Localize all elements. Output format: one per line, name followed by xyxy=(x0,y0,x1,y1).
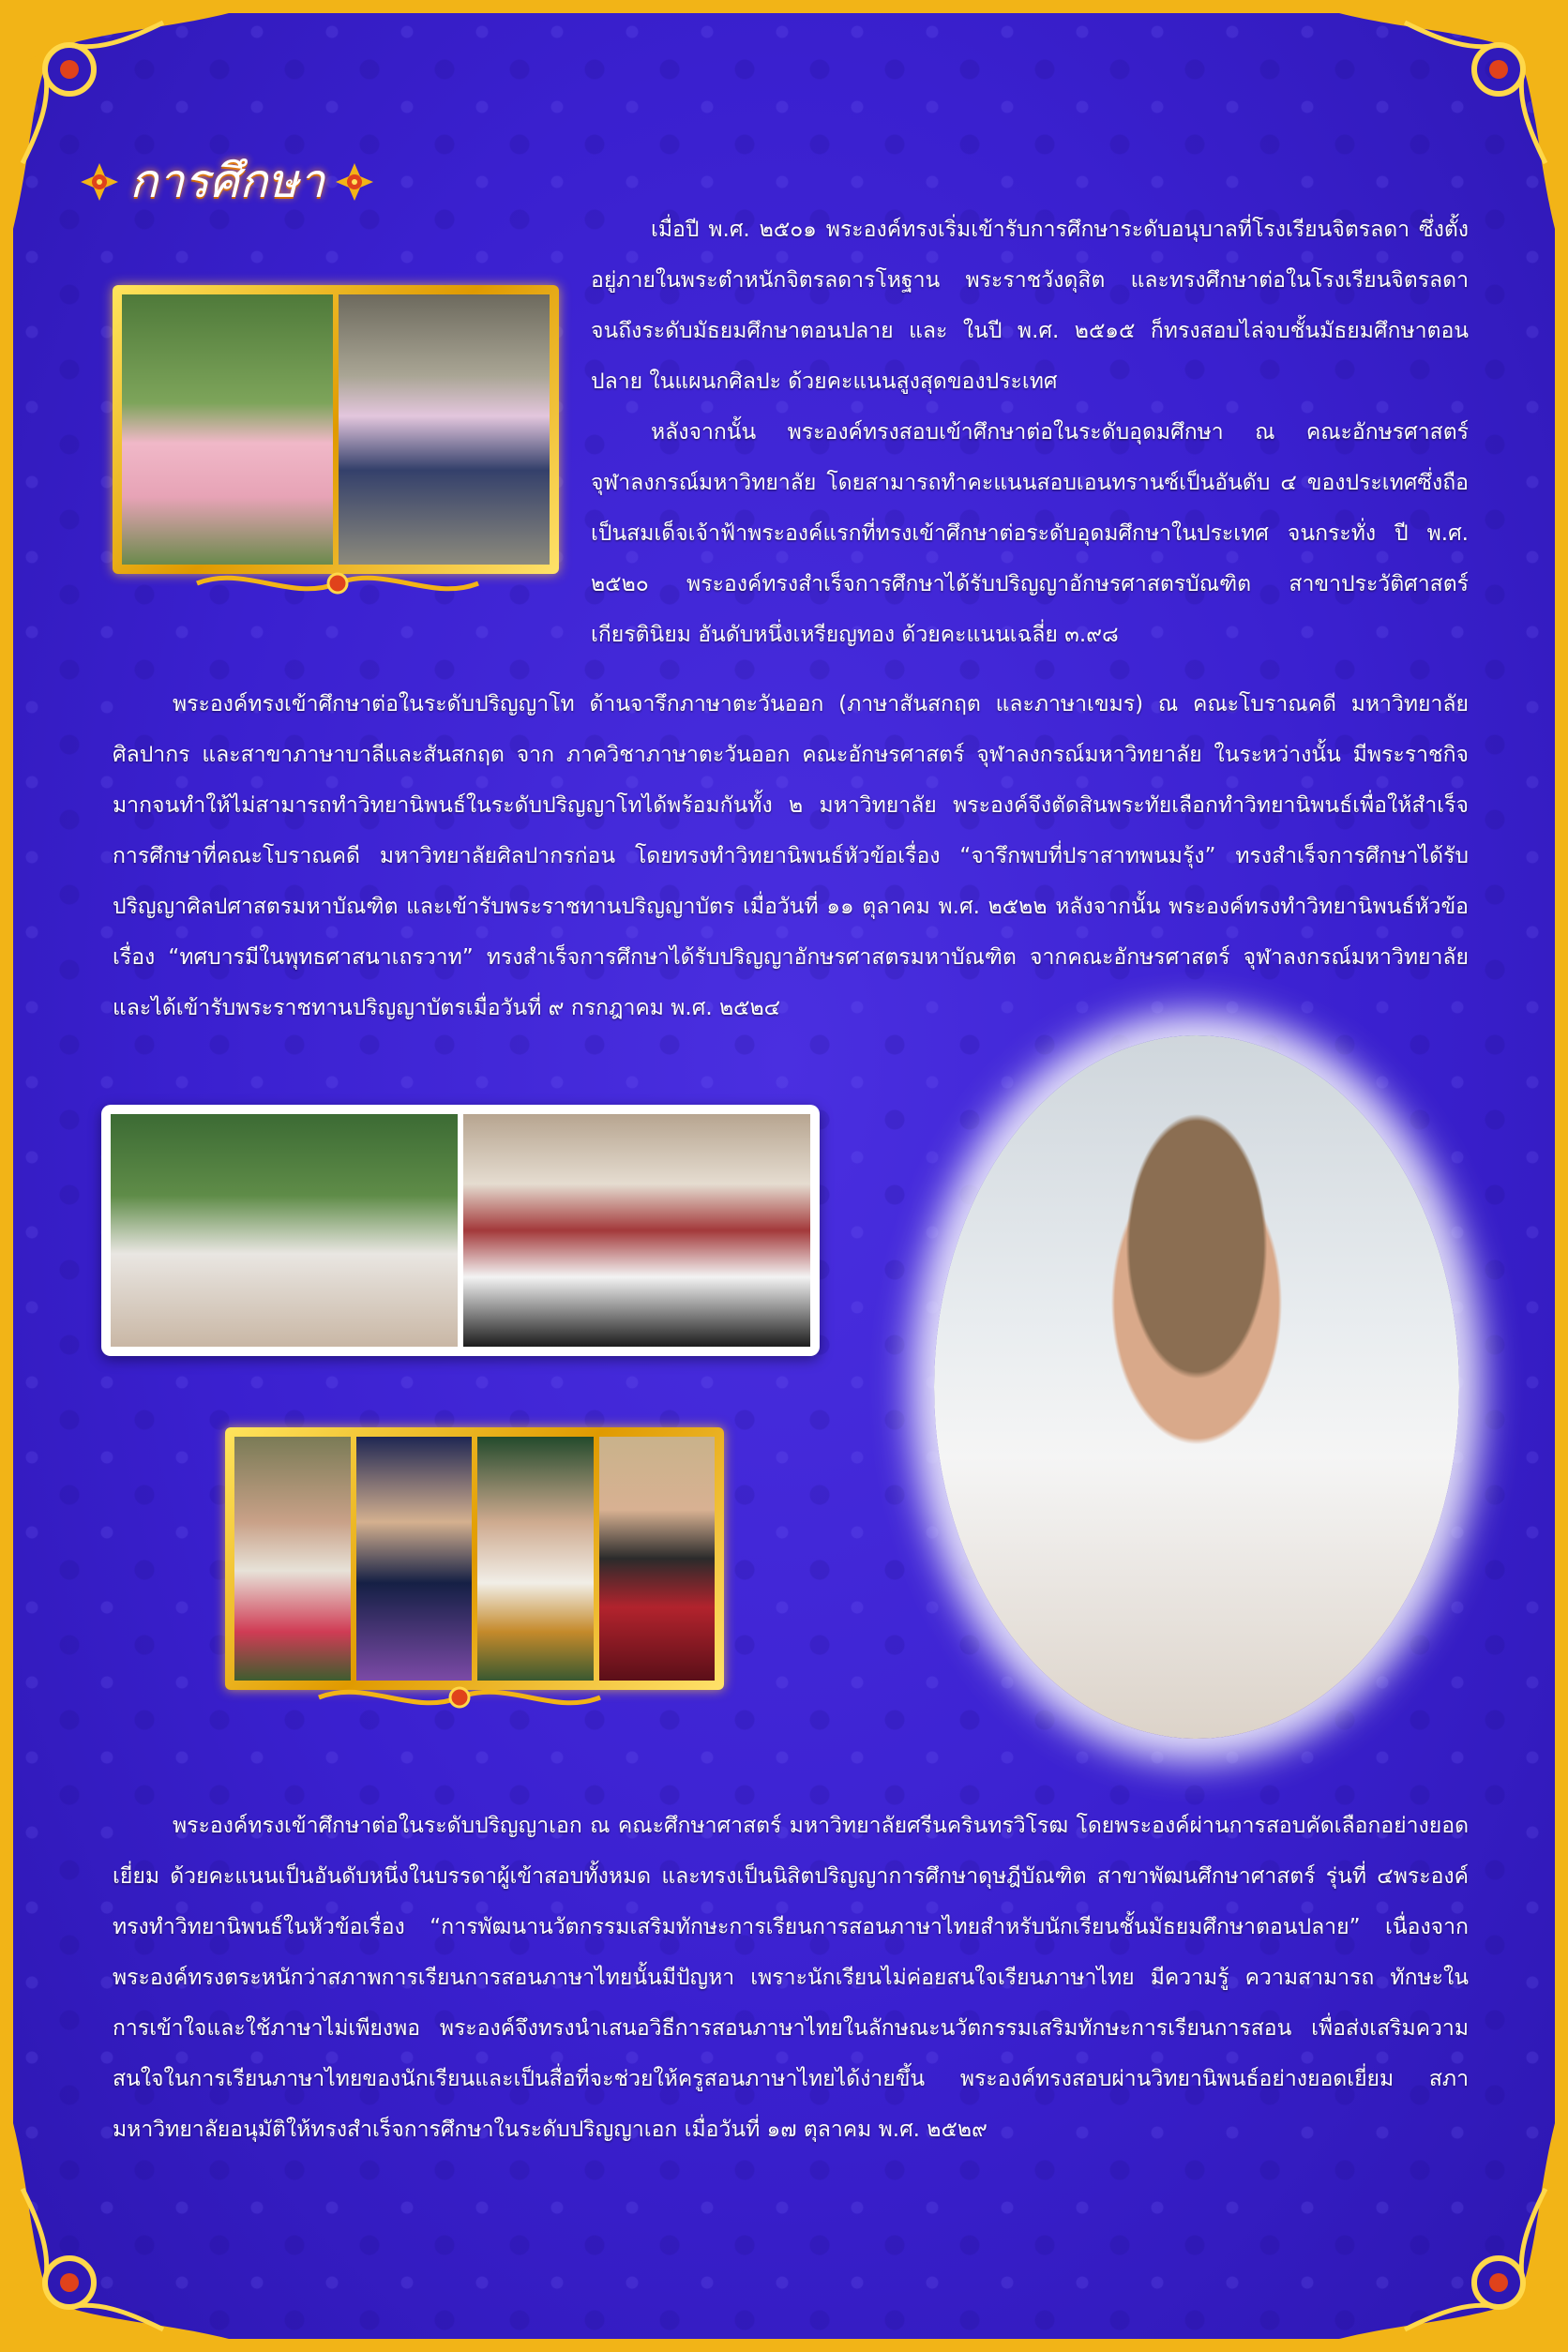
portrait-1 xyxy=(234,1437,351,1681)
photo-students-outdoor xyxy=(111,1114,458,1347)
paragraph-master-degree: พระองค์ทรงเข้าศึกษาต่อในระดับปริญญาโท ด้านจารึกภาษาตะวันออก (ภาษาสันสกฤต และภาษาเขมร) ณ คณะโบราณคดี มหาวิทยาลัยศิลปากร และสาขาภาษาบาลีและสันสกฤต จาก ภาควิชาภาษาตะวันออก คณะอักษรศาสตร์ จุฬาลงกรณ์มหาวิทยาลัย ในระหว่างนั้น มีพระราชกิจมากจนทำให้ไม่สามารถทำวิทยานิพนธ์ในระดับปริญญาโทได้พร้อมกันทั้ง ๒ มหาวิทยาลัย พระองค์จึงตัดสินพระทัยเลือกทำวิทยานิพนธ์เพื่อให้สำเร็จการศึกษาที่คณะโบราณคดี มหาวิทยาลัยศิลปากรก่อน โดยทรงทำวิทยานิพนธ์หัวข้อเรื่อง “จารึกพบที่ปราสาทพนมรุ้ง” ทรงสำเร็จการศึกษาได้รับปริญญาศิลปศาสตรมหาบัณฑิต และเข้ารับพระราชทานปริญญาบัตร เมื่อวันที่ ๑๑ ตุลาคม พ.ศ. ๒๕๒๒ หลังจากนั้น พระองค์ทรงทำวิทยานิพนธ์หัวข้อเรื่อง “ทศบารมีในพุทธศาสนาเถรวาท” ทรงสำเร็จการศึกษาได้รับปริญญาอักษรศาสตรมหาบัณฑิต จากคณะอักษรศาสตร์ จุฬาลงกรณ์มหาวิทยาลัย และได้เข้ารับพระราชทานปริญญาบัตรเมื่อวันที่ ๙ กรกฎาคม พ.ศ. ๒๕๒๔ xyxy=(113,692,1469,1020)
paragraph-primary-education: เมื่อปี พ.ศ. ๒๕๐๑ พระองค์ทรงเริ่มเข้ารับการศึกษาระดับอนุบาลที่โรงเรียนจิตรลดา ซึ่งตั้งอยู่ภายในพระตำหนักจิตรลดารโหฐาน พระราชวังดุสิต และทรงศึกษาต่อในโรงเรียนจิตรลดาจนถึงระดับมัธยมศึกษาตอนปลาย และ ในปี พ.ศ. ๒๕๑๕ ก็ทรงสอบไล่จบชั้นมัธยมศึกษาตอนปลาย ในแผนกศิลปะ ด้วยคะแนนสูงสุดของประเทศ xyxy=(591,218,1469,394)
page-title: การศึกษา xyxy=(129,154,325,208)
ornament-flower-icon xyxy=(334,161,375,203)
photo-portraits xyxy=(225,1427,724,1690)
ornament-scroll-icon xyxy=(309,1679,610,1718)
photo-childhood xyxy=(113,285,559,574)
portrait-4 xyxy=(599,1437,716,1681)
photo-children-group xyxy=(122,294,333,565)
photo-graduation-ceremony xyxy=(463,1114,810,1347)
intro-paragraphs xyxy=(591,204,1469,660)
ornament-scroll-icon xyxy=(188,565,488,604)
ornament-flower-icon xyxy=(79,161,120,203)
portrait-2 xyxy=(356,1437,473,1681)
portrait-3 xyxy=(477,1437,594,1681)
photo-university xyxy=(101,1105,820,1356)
paragraph-doctorate-degree: พระองค์ทรงเข้าศึกษาต่อในระดับปริญญาเอก ณ คณะศึกษาศาสตร์ มหาวิทยาลัยศรีนครินทรวิโรฒ โดยพระองค์ผ่านการสอบคัดเลือกอย่างยอดเยี่ยม ด้วยคะแนนเป็นอันดับหนึ่งในบรรดาผู้เข้าสอบทั้งหมด และทรงเป็นนิสิตปริญญาการศึกษาดุษฎีบัณฑิต สาขาพัฒนศึกษาศาสตร์ รุ่นที่ ๔พระองค์ทรงทำวิทยานิพนธ์ในหัวข้อเรื่อง “การพัฒนานวัตกรรมเสริมทักษะการเรียนการสอนภาษาไทยสำหรับนักเรียนชั้นมัธยมศึกษาตอนปลาย” เนื่องจากพระองค์ทรงตระหนักว่าสภาพการเรียนการสอนภาษาไทยนั้นมีปัญหา เพราะนักเรียนไม่ค่อยสนใจเรียนภาษาไทย มีความรู้ ความสามารถ ทักษะในการเข้าใจและใช้ภาษาไม่เพียงพอ พระองค์จึงทรงนำเสนอวิธีการสอนภาษาไทยในลักษณะนวัตกรรมเสริมทักษะการเรียนการสอน เพื่อส่งเสริมความสนใจในการเรียนภาษาไทยของนักเรียนและเป็นสื่อที่จะช่วยให้ครูสอนภาษาไทยได้ง่ายขึ้น พระองค์ทรงสอบผ่านวิทยานิพนธ์อย่างยอดเยี่ยม สภามหาวิทยาลัยอนุมัติให้ทรงสำเร็จการศึกษาในระดับปริญญาเอก เมื่อวันที่ ๑๗ ตุลาคม พ.ศ. ๒๕๒๙ xyxy=(113,1814,1469,2142)
portrait-graduation-oval xyxy=(934,1035,1459,1739)
section-header xyxy=(79,144,375,219)
paragraph-bachelor-degree: หลังจากนั้น พระองค์ทรงสอบเข้าศึกษาต่อในระดับอุดมศึกษา ณ คณะอักษรศาสตร์ จุฬาลงกรณ์มหาวิทยาลัย โดยสามารถทำคะแนนสอบเอนทรานซ์เป็นอันดับ ๔ ของประเทศซึ่งถือเป็นสมเด็จเจ้าฟ้าพระองค์แรกที่ทรงเข้าศึกษาต่อระดับอุดมศึกษาในประเทศ จนกระทั่ง ปี พ.ศ. ๒๕๒๐ พระองค์ทรงสำเร็จการศึกษาได้รับปริญญาอักษรศาสตรบัณฑิต สาขาประวัติศาสตร์ เกียรตินิยม อันดับหนึ่งเหรียญทอง ด้วยคะแนนเฉลี่ย ๓.๙๘ xyxy=(591,420,1469,647)
doctorate-section xyxy=(113,1801,1469,2155)
masters-section xyxy=(113,679,1469,1033)
photo-girl-on-steps xyxy=(339,294,550,565)
poster xyxy=(13,13,1555,2339)
